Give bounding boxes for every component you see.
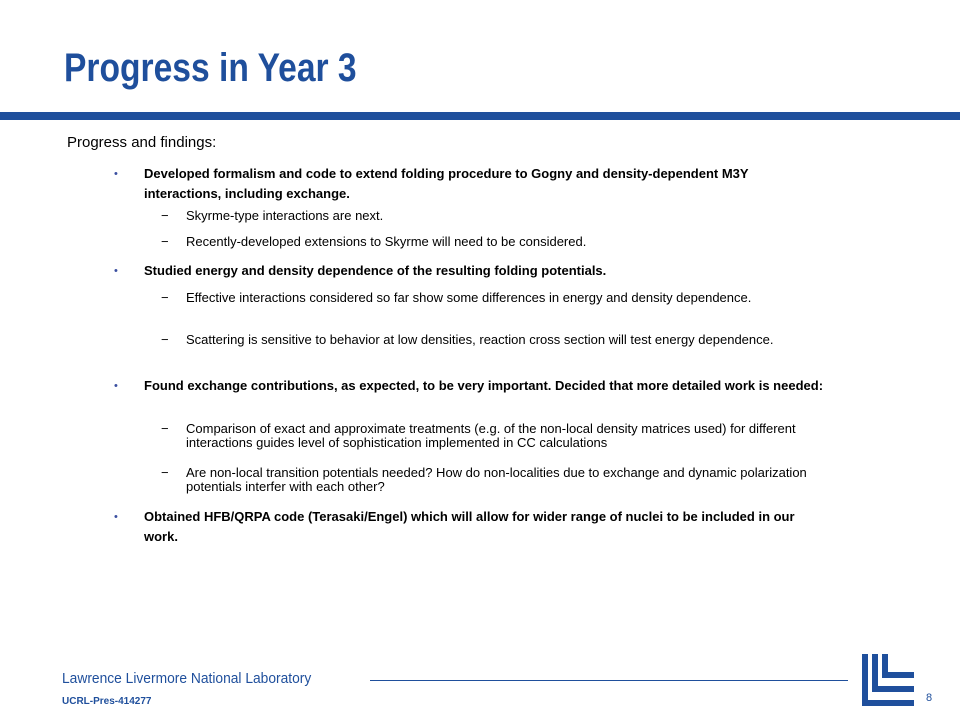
- bullet-3-sub-2: Are non-local transition potentials needed? How do non-localities due to exchange and dynamic polarization potentials interfer with each other?: [186, 465, 807, 494]
- page-number: 8: [926, 692, 933, 704]
- sub-glyph: −: [161, 234, 169, 249]
- slide-title: Progress in Year 3: [64, 46, 357, 90]
- sub-glyph: −: [161, 421, 169, 436]
- bullet-glyph: •: [114, 265, 118, 277]
- footer-divider: [370, 680, 848, 681]
- bullet-glyph: •: [114, 168, 118, 180]
- intro-text: Progress and findings:: [67, 134, 217, 151]
- footer-lab-name: Lawrence Livermore National Laboratory: [62, 670, 312, 687]
- bullet-glyph: •: [114, 511, 118, 523]
- llnl-logo-icon: [862, 654, 914, 706]
- footer-report-id: UCRL-Pres-414277: [62, 696, 152, 707]
- bullet-2-sub-1: Effective interactions considered so far show some differences in energy and density dependence.: [186, 290, 752, 305]
- bullet-1-sub-2: Recently-developed extensions to Skyrme will need to be considered.: [186, 234, 587, 249]
- sub-glyph: −: [161, 208, 169, 223]
- bullet-2-sub-2: Scattering is sensitive to behavior at low densities, reaction cross section will test energy dependence.: [186, 332, 774, 347]
- bullet-1: Developed formalism and code to extend folding procedure to Gogny and density-dependent M3Y interactions, including exchange.: [144, 166, 749, 201]
- sub-glyph: −: [161, 332, 169, 347]
- bullet-glyph: •: [114, 380, 118, 392]
- sub-glyph: −: [161, 290, 169, 305]
- bullet-3: Found exchange contributions, as expected, to be very important. Decided that more detailed work is needed:: [144, 378, 824, 393]
- bullet-4: Obtained HFB/QRPA code (Terasaki/Engel) which will allow for wider range of nuclei to be included in our work.: [144, 509, 795, 544]
- bullet-1-sub-1: Skyrme-type interactions are next.: [186, 208, 384, 223]
- bullet-2: Studied energy and density dependence of the resulting folding potentials.: [144, 263, 607, 278]
- sub-glyph: −: [161, 465, 169, 480]
- bullet-3-sub-1: Comparison of exact and approximate treatments (e.g. of the non-local density matrices used) for different interactions guides level of sophistication implemented in CC calculations: [186, 421, 796, 450]
- title-underline-bar: [0, 112, 960, 120]
